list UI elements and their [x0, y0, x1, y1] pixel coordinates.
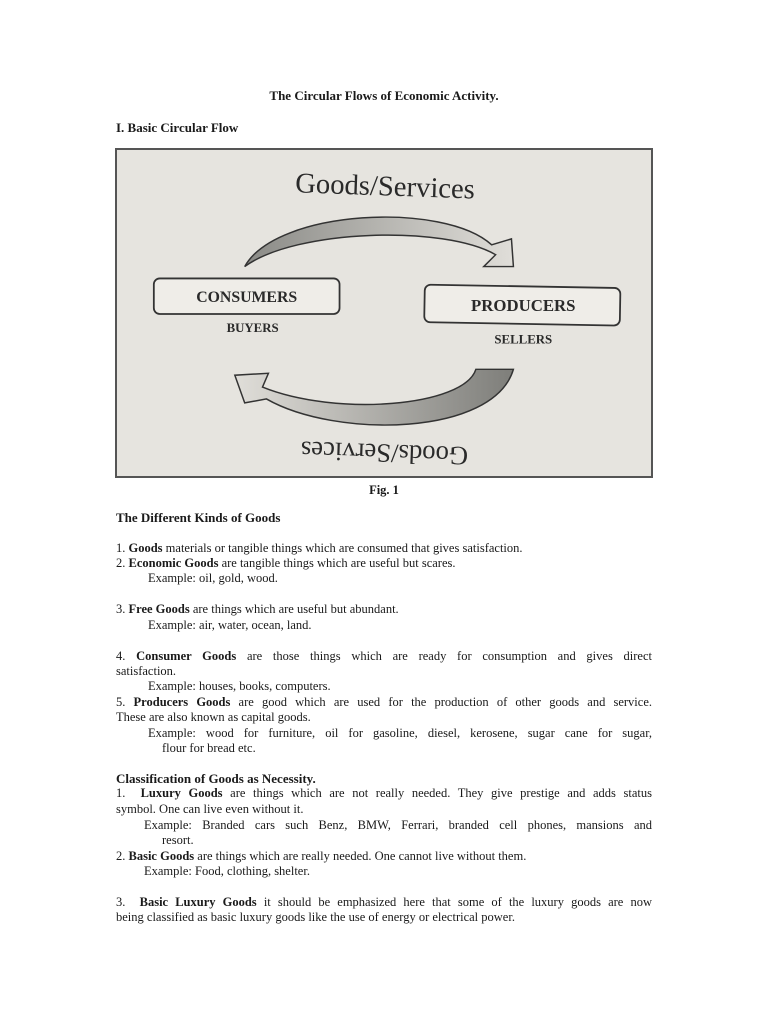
list-item-continuation: symbol. One can live even without it.	[116, 802, 304, 816]
term: Consumer Goods	[136, 649, 237, 663]
list-item: 2. Basic Goods are things which are really needed. One cannot live without them.	[116, 849, 527, 863]
list-item: 3. Free Goods are things which are useful but abundant.	[116, 602, 399, 616]
list-item-continuation: These are also known as capital goods.	[116, 710, 311, 724]
circular-flow-diagram	[117, 150, 651, 476]
bottom-goods-services-label: Goods/Services	[300, 435, 469, 472]
example-continuation: resort.	[162, 833, 194, 847]
list-item: 4. Consumer Goods are those things which are ready for consumption and gives direct	[116, 649, 653, 663]
list-item-continuation: satisfaction.	[116, 664, 177, 678]
list-item: 1. Goods materials or tangible things which are consumed that gives satisfaction.	[116, 541, 523, 555]
section-heading-basic-flow: I. Basic Circular Flow	[116, 120, 239, 135]
term: Basic Goods	[128, 849, 195, 863]
list-item: 5. Producers Goods are good which are used for the production of other goods and service.	[116, 695, 653, 709]
top-flow-arrow	[245, 217, 514, 266]
example-text: Example: oil, gold, wood.	[148, 571, 278, 585]
list-item: 2. Economic Goods are tangible things which are useful but scares.	[116, 556, 456, 570]
sellers-label: SELLERS	[494, 332, 553, 347]
example-text: Example: wood for furniture, oil for gasoline, diesel, kerosene, sugar cane for sugar,	[148, 726, 652, 740]
list-item-continuation: being classified as basic luxury goods like the use of energy or electrical power.	[116, 910, 515, 924]
term: Basic Luxury Goods	[139, 895, 257, 909]
list-item: 1. Luxury Goods are things which are not really needed. They give prestige and adds status	[116, 786, 652, 800]
top-goods-services-label: Goods/Services	[294, 167, 476, 206]
consumers-box	[154, 278, 340, 314]
bottom-flow-arrow	[235, 369, 514, 425]
example-text: Example: Food, clothing, shelter.	[144, 864, 310, 878]
buyers-label: BUYERS	[226, 320, 279, 335]
term: Producers Goods	[133, 695, 231, 709]
term: Free Goods	[128, 602, 190, 616]
term: Luxury Goods	[140, 786, 223, 800]
producers-box	[424, 285, 620, 326]
page-title: The Circular Flows of Economic Activity.	[269, 88, 499, 103]
circular-flow-figure	[115, 148, 653, 478]
producers-label: PRODUCERS	[471, 296, 576, 316]
example-continuation: flour for bread etc.	[162, 741, 256, 755]
term: Economic Goods	[128, 556, 219, 570]
section-heading-kinds: The Different Kinds of Goods	[116, 510, 281, 525]
section-heading-necessity: Classification of Goods as Necessity.	[116, 771, 316, 786]
example-text: Example: air, water, ocean, land.	[148, 618, 312, 632]
term: Goods	[128, 541, 163, 555]
example-text: Example: houses, books, computers.	[148, 679, 331, 693]
figure-caption: Fig. 1	[369, 483, 399, 497]
example-text: Example: Branded cars such Benz, BMW, Ferrari, branded cell phones, mansions and	[144, 818, 652, 832]
list-item: 3. Basic Luxury Goods it should be emphasized here that some of the luxury goods are now	[116, 895, 652, 909]
consumers-label: CONSUMERS	[196, 289, 298, 307]
